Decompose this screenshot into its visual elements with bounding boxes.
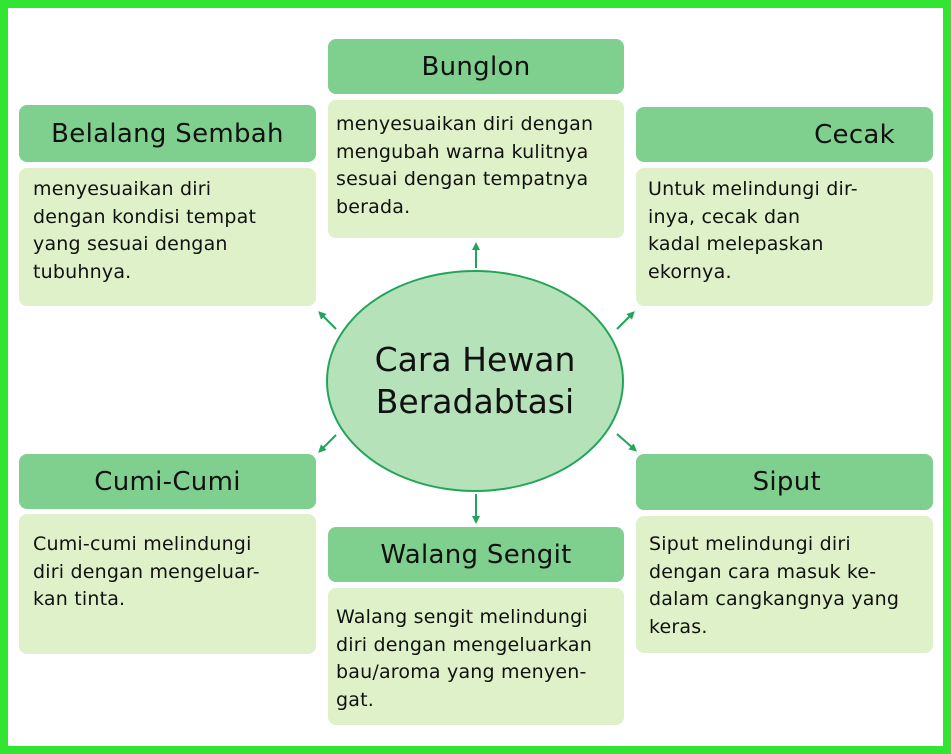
node-title-walang-sengit: Walang Sengit (328, 527, 624, 582)
node-desc-cumi-cumi: Cumi-cumi melindungi diri dengan mengeluar- kan tinta. (19, 514, 316, 654)
node-desc-siput: Siput melindungi diri dengan cara masuk ke- dalam cangkangnya yang keras. (636, 516, 933, 653)
node-title-belalang-sembah: Belalang Sembah (19, 105, 316, 162)
node-desc-bunglon: menyesuaikan diri dengan mengubah warna kulitnya sesuai dengan tempatnya berada. (328, 100, 624, 238)
arrow-to-siput (617, 434, 634, 449)
node-desc-belalang-sembah: menyesuaikan diri dengan kondisi tempat yang sesuai dengan tubuhnya. (19, 168, 316, 306)
arrow-to-belalang-sembah (321, 314, 336, 329)
node-title-cumi-cumi: Cumi-Cumi (19, 454, 316, 509)
arrow-to-cumi-cumi (321, 435, 336, 450)
node-desc-walang-sengit: Walang sengit melindungi diri dengan mengeluarkan bau/aroma yang menyen- gat. (328, 588, 624, 725)
node-title-siput: Siput (636, 454, 933, 510)
node-title-cecak: Cecak (636, 107, 933, 162)
arrow-to-cecak (617, 314, 632, 329)
node-desc-cecak: Untuk melindungi dir- inya, cecak dan kadal melepaskan ekornya. (636, 168, 933, 306)
node-title-bunglon: Bunglon (328, 39, 624, 94)
center-topic-ellipse: Cara Hewan Beradabtasi (326, 270, 624, 492)
